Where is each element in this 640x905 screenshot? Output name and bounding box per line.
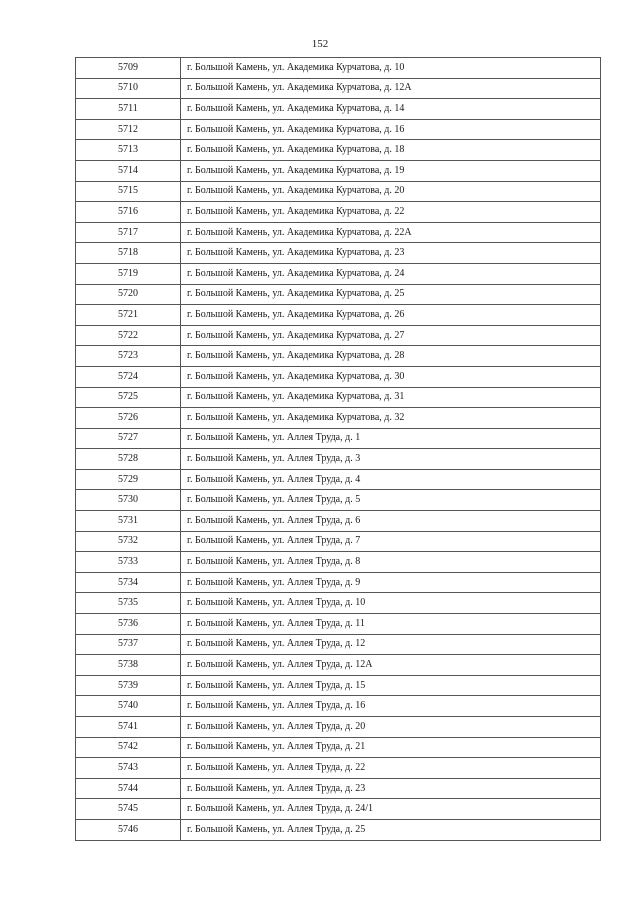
row-number-cell: 5743	[76, 758, 181, 779]
address-cell: г. Большой Камень, ул. Академика Курчатова, д. 19	[181, 160, 601, 181]
row-number-cell: 5723	[76, 346, 181, 367]
table-row	[76, 469, 601, 490]
row-number-cell: 5726	[76, 408, 181, 429]
page-number: 152	[311, 38, 329, 50]
address-cell: г. Большой Камень, ул. Академика Курчатова, д. 28	[181, 346, 601, 367]
row-number-cell: 5737	[76, 634, 181, 655]
address-cell: г. Большой Камень, ул. Аллея Труда, д. 7	[181, 531, 601, 552]
address-cell: г. Большой Камень, ул. Аллея Труда, д. 9	[181, 572, 601, 593]
table-row	[76, 366, 601, 387]
address-cell: г. Большой Камень, ул. Академика Курчатова, д. 14	[181, 99, 601, 120]
row-number-cell: 5729	[76, 469, 181, 490]
table-row	[76, 222, 601, 243]
table-row	[76, 408, 601, 429]
table-row	[76, 511, 601, 532]
table-row	[76, 819, 601, 840]
row-number-cell: 5721	[76, 305, 181, 326]
address-cell: г. Большой Камень, ул. Академика Курчатова, д. 30	[181, 366, 601, 387]
address-table-body	[76, 58, 601, 841]
row-number-cell: 5711	[76, 99, 181, 120]
row-number-cell: 5720	[76, 284, 181, 305]
address-cell: г. Большой Камень, ул. Академика Курчатова, д. 26	[181, 305, 601, 326]
address-cell: г. Большой Камень, ул. Аллея Труда, д. 12А	[181, 655, 601, 676]
address-cell: г. Большой Камень, ул. Академика Курчатова, д. 22А	[181, 222, 601, 243]
address-cell: г. Большой Камень, ул. Академика Курчатова, д. 32	[181, 408, 601, 429]
address-cell: г. Большой Камень, ул. Академика Курчатова, д. 27	[181, 325, 601, 346]
row-number-cell: 5722	[76, 325, 181, 346]
address-cell: г. Большой Камень, ул. Академика Курчатова, д. 20	[181, 181, 601, 202]
table-row	[76, 284, 601, 305]
table-row	[76, 614, 601, 635]
address-cell: г. Большой Камень, ул. Аллея Труда, д. 25	[181, 819, 601, 840]
row-number-cell: 5716	[76, 202, 181, 223]
address-cell: г. Большой Камень, ул. Аллея Труда, д. 20	[181, 717, 601, 738]
row-number-cell: 5713	[76, 140, 181, 161]
row-number-cell: 5719	[76, 263, 181, 284]
table-row	[76, 243, 601, 264]
address-cell: г. Большой Камень, ул. Аллея Труда, д. 12	[181, 634, 601, 655]
row-number-cell: 5736	[76, 614, 181, 635]
address-cell: г. Большой Камень, ул. Аллея Труда, д. 24/1	[181, 799, 601, 820]
address-cell: г. Большой Камень, ул. Аллея Труда, д. 23	[181, 778, 601, 799]
row-number-cell: 5727	[76, 428, 181, 449]
row-number-cell: 5710	[76, 78, 181, 99]
table-row	[76, 99, 601, 120]
address-cell: г. Большой Камень, ул. Аллея Труда, д. 15	[181, 675, 601, 696]
address-cell: г. Большой Камень, ул. Академика Курчатова, д. 12А	[181, 78, 601, 99]
row-number-cell: 5717	[76, 222, 181, 243]
address-cell: г. Большой Камень, ул. Академика Курчатова, д. 23	[181, 243, 601, 264]
table-row	[76, 572, 601, 593]
row-number-cell: 5745	[76, 799, 181, 820]
row-number-cell: 5746	[76, 819, 181, 840]
address-cell: г. Большой Камень, ул. Аллея Труда, д. 1	[181, 428, 601, 449]
table-row	[76, 655, 601, 676]
address-cell: г. Большой Камень, ул. Аллея Труда, д. 22	[181, 758, 601, 779]
row-number-cell: 5735	[76, 593, 181, 614]
table-row	[76, 799, 601, 820]
row-number-cell: 5734	[76, 572, 181, 593]
table-row	[76, 387, 601, 408]
table-row	[76, 675, 601, 696]
row-number-cell: 5740	[76, 696, 181, 717]
address-cell: г. Большой Камень, ул. Академика Курчатова, д. 24	[181, 263, 601, 284]
address-cell: г. Большой Камень, ул. Академика Курчатова, д. 18	[181, 140, 601, 161]
row-number-cell: 5728	[76, 449, 181, 470]
table-row	[76, 202, 601, 223]
address-cell: г. Большой Камень, ул. Аллея Труда, д. 11	[181, 614, 601, 635]
row-number-cell: 5709	[76, 58, 181, 79]
table-row	[76, 490, 601, 511]
address-cell: г. Большой Камень, ул. Академика Курчатова, д. 10	[181, 58, 601, 79]
row-number-cell: 5744	[76, 778, 181, 799]
table-row	[76, 717, 601, 738]
row-number-cell: 5714	[76, 160, 181, 181]
table-row	[76, 593, 601, 614]
table-row	[76, 263, 601, 284]
table-row	[76, 305, 601, 326]
row-number-cell: 5738	[76, 655, 181, 676]
table-row	[76, 737, 601, 758]
row-number-cell: 5730	[76, 490, 181, 511]
table-row	[76, 140, 601, 161]
table-row	[76, 58, 601, 79]
table-row	[76, 325, 601, 346]
row-number-cell: 5715	[76, 181, 181, 202]
address-cell: г. Большой Камень, ул. Аллея Труда, д. 16	[181, 696, 601, 717]
address-table	[75, 57, 601, 841]
row-number-cell: 5718	[76, 243, 181, 264]
address-cell: г. Большой Камень, ул. Академика Курчатова, д. 25	[181, 284, 601, 305]
row-number-cell: 5742	[76, 737, 181, 758]
table-row	[76, 181, 601, 202]
table-row	[76, 778, 601, 799]
row-number-cell: 5732	[76, 531, 181, 552]
table-row	[76, 552, 601, 573]
row-number-cell: 5739	[76, 675, 181, 696]
table-row	[76, 78, 601, 99]
table-row	[76, 449, 601, 470]
table-row	[76, 160, 601, 181]
row-number-cell: 5712	[76, 119, 181, 140]
address-cell: г. Большой Камень, ул. Аллея Труда, д. 6	[181, 511, 601, 532]
table-row	[76, 531, 601, 552]
row-number-cell: 5733	[76, 552, 181, 573]
address-cell: г. Большой Камень, ул. Аллея Труда, д. 10	[181, 593, 601, 614]
address-cell: г. Большой Камень, ул. Академика Курчатова, д. 16	[181, 119, 601, 140]
table-row	[76, 758, 601, 779]
address-cell: г. Большой Камень, ул. Академика Курчатова, д. 22	[181, 202, 601, 223]
address-cell: г. Большой Камень, ул. Аллея Труда, д. 5	[181, 490, 601, 511]
table-row	[76, 428, 601, 449]
table-row	[76, 696, 601, 717]
address-cell: г. Большой Камень, ул. Аллея Труда, д. 4	[181, 469, 601, 490]
row-number-cell: 5725	[76, 387, 181, 408]
row-number-cell: 5724	[76, 366, 181, 387]
address-cell: г. Большой Камень, ул. Академика Курчатова, д. 31	[181, 387, 601, 408]
address-cell: г. Большой Камень, ул. Аллея Труда, д. 21	[181, 737, 601, 758]
table-row	[76, 634, 601, 655]
table-row	[76, 346, 601, 367]
row-number-cell: 5731	[76, 511, 181, 532]
address-cell: г. Большой Камень, ул. Аллея Труда, д. 8	[181, 552, 601, 573]
table-row	[76, 119, 601, 140]
address-cell: г. Большой Камень, ул. Аллея Труда, д. 3	[181, 449, 601, 470]
row-number-cell: 5741	[76, 717, 181, 738]
